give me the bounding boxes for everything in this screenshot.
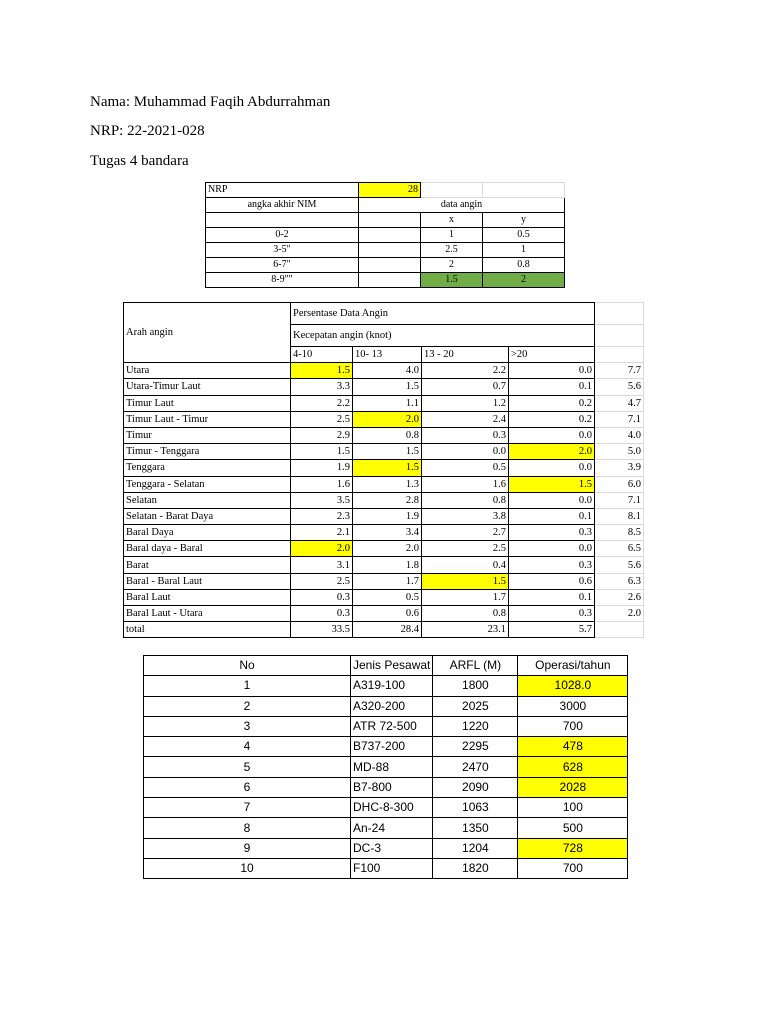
arah-angin-header: Arah angin xyxy=(124,303,291,363)
arah-cell: Timur Laut - Timur xyxy=(124,411,291,427)
col-header: 4-10 xyxy=(291,347,353,363)
wind-value: 1.6 xyxy=(422,476,509,492)
wind-value: 0.5 xyxy=(353,589,422,605)
row-total: 6.5 xyxy=(595,541,644,557)
wind-row xyxy=(124,460,644,476)
row-total: 7.1 xyxy=(595,492,644,508)
student-name: Nama: Muhammad Faqih Abdurrahman xyxy=(90,94,331,110)
wind-value: 0.3 xyxy=(291,589,353,605)
empty-cell xyxy=(359,273,421,288)
aircraft-type: ATR 72-500 xyxy=(351,716,433,736)
wind-row xyxy=(124,363,644,379)
aircraft-row xyxy=(144,696,628,716)
no-header: No xyxy=(144,656,351,676)
aircraft-no: 1 xyxy=(144,676,351,696)
aircraft-row xyxy=(144,777,628,797)
aircraft-ops: 500 xyxy=(518,818,628,838)
wind-value: 2.5 xyxy=(422,541,509,557)
wind-value: 0.1 xyxy=(509,379,595,395)
row-total: 7.7 xyxy=(595,363,644,379)
wind-value: 1.8 xyxy=(353,557,422,573)
empty-cell xyxy=(421,183,483,198)
total-value: 5.7 xyxy=(509,622,595,638)
empty-cell xyxy=(595,303,644,325)
wind-value: 0.8 xyxy=(353,427,422,443)
y-value: 0.5 xyxy=(483,228,565,243)
aircraft-no: 2 xyxy=(144,696,351,716)
aircraft-type: DHC-8-300 xyxy=(351,798,433,818)
row-total: 6.3 xyxy=(595,573,644,589)
aircraft-arfl: 1220 xyxy=(433,716,518,736)
data-angin-label: data angin xyxy=(359,198,565,213)
aircraft-type: A319-100 xyxy=(351,676,433,696)
wind-value: 2.5 xyxy=(291,411,353,427)
wind-value: 3.8 xyxy=(422,508,509,524)
aircraft-no: 6 xyxy=(144,777,351,797)
aircraft-arfl: 2470 xyxy=(433,757,518,777)
wind-value: 1.5 xyxy=(291,444,353,460)
row-total: 8.1 xyxy=(595,508,644,524)
total-value: 28.4 xyxy=(353,622,422,638)
nrp-data-row xyxy=(206,243,565,258)
row-total: 2.0 xyxy=(595,606,644,622)
aircraft-row xyxy=(144,838,628,858)
y-label: y xyxy=(483,213,565,228)
empty-cell xyxy=(359,228,421,243)
aircraft-arfl: 1350 xyxy=(433,818,518,838)
xy-header-row xyxy=(206,213,565,228)
row-total: 5.0 xyxy=(595,444,644,460)
empty-cell xyxy=(206,213,359,228)
aircraft-type: MD-88 xyxy=(351,757,433,777)
arah-cell: Timur Laut xyxy=(124,395,291,411)
wind-value: 0.0 xyxy=(509,541,595,557)
wind-total-row xyxy=(124,622,644,638)
operasi-header: Operasi/tahun xyxy=(518,656,628,676)
nim-label: angka akhir NIM xyxy=(206,198,359,213)
wind-value: 0.7 xyxy=(422,379,509,395)
nrp-label: NRP xyxy=(206,183,359,198)
wind-value: 0.8 xyxy=(422,492,509,508)
wind-value: 2.2 xyxy=(422,363,509,379)
wind-value: 2.1 xyxy=(291,525,353,541)
wind-value: 0.6 xyxy=(353,606,422,622)
aircraft-ops: 3000 xyxy=(518,696,628,716)
aircraft-ops: 700 xyxy=(518,716,628,736)
aircraft-no: 3 xyxy=(144,716,351,736)
aircraft-arfl: 1063 xyxy=(433,798,518,818)
wind-value: 2.2 xyxy=(291,395,353,411)
nrp-table xyxy=(205,182,565,288)
arah-cell: Tenggara - Selatan xyxy=(124,476,291,492)
wind-value: 1.5 xyxy=(353,379,422,395)
wind-value: 0.3 xyxy=(422,427,509,443)
wind-value: 2.7 xyxy=(422,525,509,541)
arah-cell: Baral Laut - Utara xyxy=(124,606,291,622)
wind-row xyxy=(124,525,644,541)
jenis-header: Jenis Pesawat xyxy=(351,656,433,676)
aircraft-arfl: 1204 xyxy=(433,838,518,858)
aircraft-ops: 700 xyxy=(518,858,628,878)
wind-row xyxy=(124,444,644,460)
persentase-header: Persentase Data Angin xyxy=(291,303,595,325)
wind-row xyxy=(124,411,644,427)
empty-cell xyxy=(359,258,421,273)
wind-value: 2.0 xyxy=(291,541,353,557)
row-total: 4.0 xyxy=(595,427,644,443)
wind-value: 2.3 xyxy=(291,508,353,524)
aircraft-arfl: 2025 xyxy=(433,696,518,716)
row-total: 5.6 xyxy=(595,557,644,573)
wind-row xyxy=(124,573,644,589)
wind-row xyxy=(124,606,644,622)
wind-value: 1.5 xyxy=(353,460,422,476)
wind-value: 1.3 xyxy=(353,476,422,492)
wind-row xyxy=(124,379,644,395)
arah-cell: Selatan xyxy=(124,492,291,508)
aircraft-no: 7 xyxy=(144,798,351,818)
aircraft-no: 5 xyxy=(144,757,351,777)
wind-value: 0.2 xyxy=(509,395,595,411)
aircraft-row xyxy=(144,798,628,818)
empty-cell xyxy=(359,213,421,228)
wind-value: 0.0 xyxy=(509,460,595,476)
nim-range: 8-9"" xyxy=(206,273,359,288)
x-value: 2.5 xyxy=(421,243,483,258)
aircraft-arfl: 1820 xyxy=(433,858,518,878)
wind-value: 1.2 xyxy=(422,395,509,411)
arah-cell: Timur xyxy=(124,427,291,443)
total-value: 23.1 xyxy=(422,622,509,638)
wind-value: 3.1 xyxy=(291,557,353,573)
wind-value: 1.6 xyxy=(291,476,353,492)
y-value: 2 xyxy=(483,273,565,288)
nim-range: 0-2 xyxy=(206,228,359,243)
wind-value: 0.5 xyxy=(422,460,509,476)
aircraft-header-row xyxy=(144,656,628,676)
aircraft-no: 10 xyxy=(144,858,351,878)
wind-value: 2.8 xyxy=(353,492,422,508)
wind-value: 0.0 xyxy=(509,363,595,379)
student-nrp: NRP: 22-2021-028 xyxy=(90,123,205,139)
arah-cell: Barat xyxy=(124,557,291,573)
wind-value: 0.1 xyxy=(509,508,595,524)
x-value: 1.5 xyxy=(421,273,483,288)
aircraft-type: A320-200 xyxy=(351,696,433,716)
aircraft-ops: 1028.0 xyxy=(518,676,628,696)
aircraft-no: 9 xyxy=(144,838,351,858)
aircraft-ops: 478 xyxy=(518,737,628,757)
x-label: x xyxy=(421,213,483,228)
empty-cell xyxy=(595,347,644,363)
aircraft-ops: 2028 xyxy=(518,777,628,797)
wind-value: 0.0 xyxy=(422,444,509,460)
wind-value: 0.3 xyxy=(291,606,353,622)
wind-value: 1.5 xyxy=(509,476,595,492)
wind-value: 1.9 xyxy=(291,460,353,476)
aircraft-row xyxy=(144,818,628,838)
arah-cell: Timur - Tenggara xyxy=(124,444,291,460)
total-label: total xyxy=(124,622,291,638)
wind-value: 2.0 xyxy=(353,541,422,557)
wind-header-row-1 xyxy=(124,303,644,325)
col-header: >20 xyxy=(509,347,595,363)
wind-row xyxy=(124,427,644,443)
aircraft-ops: 628 xyxy=(518,757,628,777)
row-total: 7.1 xyxy=(595,411,644,427)
aircraft-type: B7-800 xyxy=(351,777,433,797)
aircraft-row xyxy=(144,757,628,777)
aircraft-no: 8 xyxy=(144,818,351,838)
wind-value: 4.0 xyxy=(353,363,422,379)
wind-value: 2.0 xyxy=(509,444,595,460)
row-total: 5.6 xyxy=(595,379,644,395)
aircraft-type: F100 xyxy=(351,858,433,878)
arah-cell: Utara-Timur Laut xyxy=(124,379,291,395)
nrp-row xyxy=(206,183,565,198)
wind-value: 2.9 xyxy=(291,427,353,443)
aircraft-arfl: 2090 xyxy=(433,777,518,797)
aircraft-type: B737-200 xyxy=(351,737,433,757)
aircraft-row xyxy=(144,737,628,757)
empty-cell xyxy=(595,622,644,638)
wind-value: 1.7 xyxy=(353,573,422,589)
nim-range: 6-7" xyxy=(206,258,359,273)
wind-value: 0.1 xyxy=(509,589,595,605)
wind-value: 1.1 xyxy=(353,395,422,411)
aircraft-arfl: 2295 xyxy=(433,737,518,757)
arah-cell: Utara xyxy=(124,363,291,379)
row-total: 4.7 xyxy=(595,395,644,411)
arah-cell: Tenggara xyxy=(124,460,291,476)
wind-value: 0.8 xyxy=(422,606,509,622)
arah-cell: Selatan - Barat Daya xyxy=(124,508,291,524)
wind-value: 1.5 xyxy=(422,573,509,589)
wind-value: 0.2 xyxy=(509,411,595,427)
wind-value: 1.5 xyxy=(291,363,353,379)
wind-row xyxy=(124,589,644,605)
nrp-data-row xyxy=(206,258,565,273)
wind-table xyxy=(123,302,644,638)
nim-range: 3-5" xyxy=(206,243,359,258)
aircraft-no: 4 xyxy=(144,737,351,757)
wind-value: 0.4 xyxy=(422,557,509,573)
aircraft-ops: 728 xyxy=(518,838,628,858)
wind-value: 0.0 xyxy=(509,492,595,508)
wind-row xyxy=(124,557,644,573)
col-header: 13 - 20 xyxy=(422,347,509,363)
aircraft-row xyxy=(144,858,628,878)
y-value: 0.8 xyxy=(483,258,565,273)
wind-value: 1.5 xyxy=(353,444,422,460)
x-value: 2 xyxy=(421,258,483,273)
wind-value: 2.4 xyxy=(422,411,509,427)
aircraft-row xyxy=(144,716,628,736)
empty-cell xyxy=(483,183,565,198)
nrp-data-row xyxy=(206,228,565,243)
wind-value: 1.9 xyxy=(353,508,422,524)
nrp-value: 28 xyxy=(359,183,421,198)
wind-value: 1.7 xyxy=(422,589,509,605)
aircraft-row xyxy=(144,676,628,696)
wind-value: 0.3 xyxy=(509,606,595,622)
col-header: 10- 13 xyxy=(353,347,422,363)
wind-row xyxy=(124,476,644,492)
aircraft-arfl: 1800 xyxy=(433,676,518,696)
wind-row xyxy=(124,395,644,411)
arah-cell: Baral - Baral Laut xyxy=(124,573,291,589)
nrp-data-row xyxy=(206,273,565,288)
arah-cell: Baral Laut xyxy=(124,589,291,605)
total-value: 33.5 xyxy=(291,622,353,638)
wind-value: 3.3 xyxy=(291,379,353,395)
nim-header-row xyxy=(206,198,565,213)
row-total: 6.0 xyxy=(595,476,644,492)
y-value: 1 xyxy=(483,243,565,258)
empty-cell xyxy=(595,325,644,347)
wind-value: 0.3 xyxy=(509,525,595,541)
arah-cell: Baral Daya xyxy=(124,525,291,541)
empty-cell xyxy=(359,243,421,258)
aircraft-type: DC-3 xyxy=(351,838,433,858)
wind-row xyxy=(124,541,644,557)
arfl-header: ARFL (M) xyxy=(433,656,518,676)
assignment-title: Tugas 4 bandara xyxy=(90,153,189,169)
wind-row xyxy=(124,508,644,524)
row-total: 8.5 xyxy=(595,525,644,541)
wind-value: 3.4 xyxy=(353,525,422,541)
row-total: 2.6 xyxy=(595,589,644,605)
aircraft-table xyxy=(143,655,628,879)
wind-value: 0.3 xyxy=(509,557,595,573)
wind-value: 2.0 xyxy=(353,411,422,427)
wind-value: 2.5 xyxy=(291,573,353,589)
arah-cell: Baral daya - Baral xyxy=(124,541,291,557)
wind-value: 3.5 xyxy=(291,492,353,508)
kecepatan-header: Kecepatan angin (knot) xyxy=(291,325,595,347)
aircraft-type: An-24 xyxy=(351,818,433,838)
wind-value: 0.0 xyxy=(509,427,595,443)
aircraft-ops: 100 xyxy=(518,798,628,818)
wind-row xyxy=(124,492,644,508)
x-value: 1 xyxy=(421,228,483,243)
wind-value: 0.6 xyxy=(509,573,595,589)
row-total: 3.9 xyxy=(595,460,644,476)
